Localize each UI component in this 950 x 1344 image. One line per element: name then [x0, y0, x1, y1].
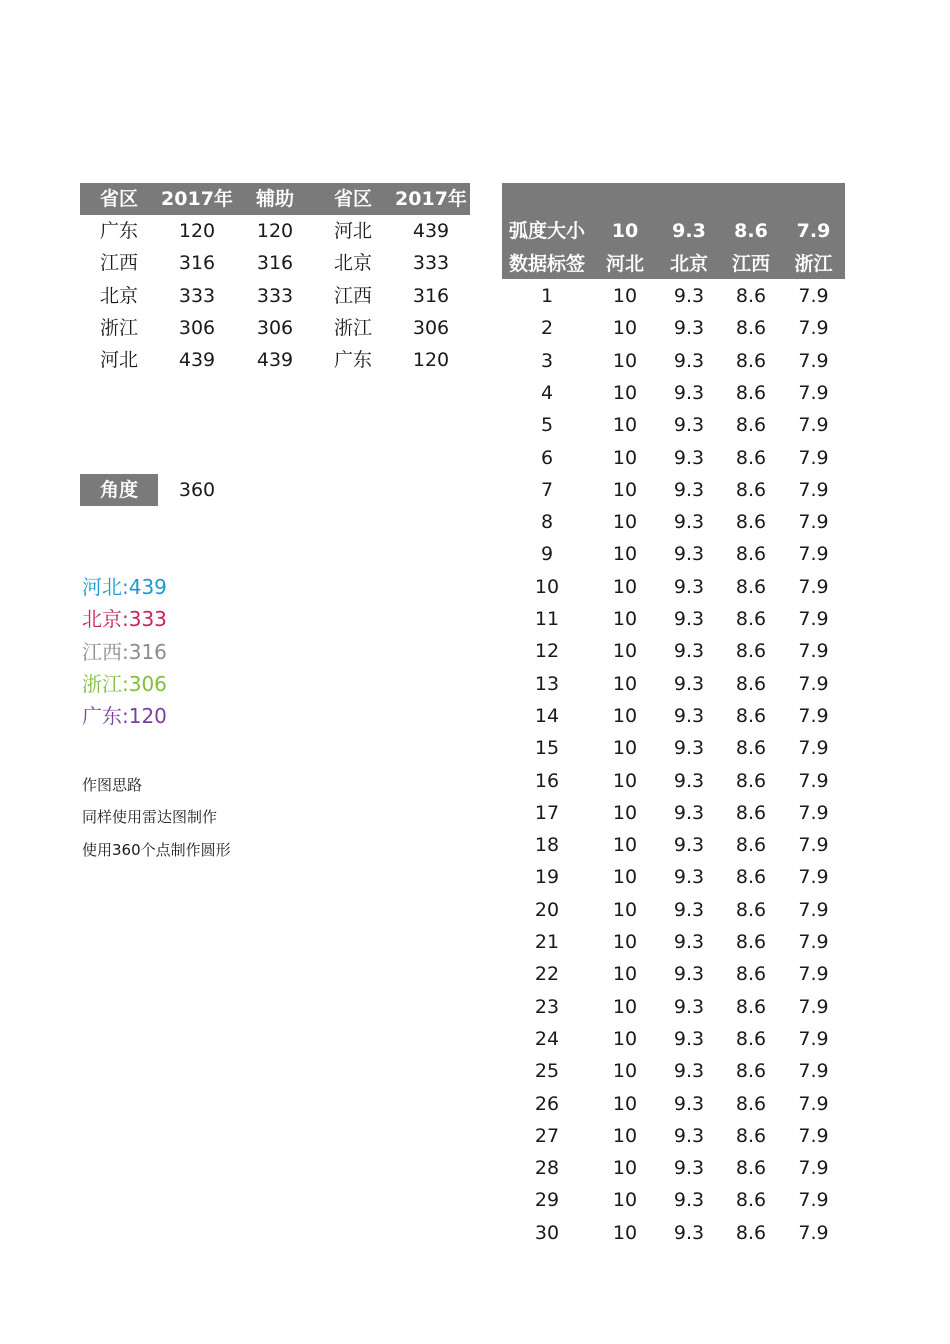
series-value: 10 [612, 1124, 638, 1147]
series-value: 8.6 [735, 1221, 767, 1244]
data-label-cell: 数据标签 [508, 253, 585, 275]
table-cell: 广东 [333, 349, 372, 372]
row-index: 13 [534, 672, 560, 695]
column-header: 2017年 [161, 188, 233, 210]
row-index: 11 [534, 608, 560, 630]
row-index: 17 [534, 801, 560, 824]
row-index: 24 [534, 1027, 560, 1050]
table-cell: 北京 [99, 284, 138, 307]
series-value: 9.3 [673, 1189, 705, 1212]
data-label-cell: 江西 [731, 253, 770, 275]
series-value: 8.6 [735, 478, 767, 501]
legend-item: 河北:439 [82, 575, 167, 599]
series-value: 10 [612, 285, 638, 307]
series-value: 10 [612, 640, 638, 663]
series-value: 9.3 [673, 543, 705, 566]
series-value: 8.6 [735, 575, 767, 598]
series-value: 10 [612, 1221, 638, 1244]
arc-size-cell: 7.9 [796, 220, 831, 242]
series-value: 8.6 [735, 769, 767, 792]
series-value: 8.6 [735, 1060, 767, 1083]
data-label-cell: 浙江 [794, 253, 833, 275]
row-index: 5 [540, 414, 554, 437]
series-value: 9.3 [673, 801, 705, 824]
row-index: 15 [534, 737, 560, 760]
series-value: 9.3 [673, 640, 705, 663]
series-value: 9.3 [673, 769, 705, 792]
legend-item: 广东:120 [82, 704, 167, 729]
legend-item: 江西:316 [82, 639, 167, 664]
series-value: 10 [612, 672, 638, 695]
series-value: 8.6 [735, 931, 767, 953]
table-cell: 333 [178, 284, 216, 307]
row-index: 28 [534, 1157, 560, 1180]
series-value: 7.9 [798, 1027, 829, 1050]
arc-size-cell: 10 [611, 220, 639, 242]
series-value: 10 [612, 898, 638, 921]
series-value: 7.9 [798, 317, 829, 340]
row-index: 12 [534, 640, 560, 663]
series-value: 9.3 [673, 1092, 705, 1115]
series-value: 8.6 [735, 608, 767, 630]
series-value: 8.6 [735, 640, 767, 663]
row-index: 23 [534, 995, 560, 1018]
table-cell: 333 [412, 252, 450, 275]
series-value: 7.9 [798, 608, 829, 630]
series-value: 10 [612, 769, 638, 792]
row-index: 27 [534, 1124, 560, 1147]
series-value: 8.6 [735, 834, 767, 857]
series-value: 7.9 [798, 414, 829, 437]
table-cell: 江西 [333, 284, 372, 307]
series-value: 7.9 [798, 704, 829, 727]
series-value: 8.6 [735, 1027, 767, 1050]
series-value: 9.3 [673, 995, 705, 1018]
series-value: 9.3 [673, 608, 705, 630]
angle-label: 角度 [99, 479, 138, 501]
series-value: 9.3 [673, 317, 705, 340]
series-value: 7.9 [798, 1060, 829, 1083]
table-cell: 广东 [99, 220, 138, 242]
series-value: 10 [612, 1092, 638, 1115]
data-label-cell: 河北 [605, 253, 644, 275]
series-value: 8.6 [735, 446, 767, 469]
series-value: 10 [612, 866, 638, 889]
series-value: 7.9 [798, 898, 829, 921]
series-value: 10 [612, 608, 638, 630]
series-value: 9.3 [673, 1060, 705, 1083]
series-value: 9.3 [673, 834, 705, 857]
series-value: 8.6 [735, 898, 767, 921]
row-index: 25 [534, 1060, 560, 1083]
data-label-cell: 北京 [669, 253, 708, 275]
table-cell: 316 [256, 252, 294, 275]
series-value: 10 [612, 931, 638, 953]
series-value: 9.3 [673, 704, 705, 727]
series-value: 9.3 [673, 1157, 705, 1180]
series-value: 7.9 [798, 1221, 829, 1244]
series-value: 7.9 [798, 1189, 829, 1212]
row-index: 4 [540, 381, 554, 404]
series-value: 7.9 [798, 575, 829, 598]
legend-item: 浙江:306 [82, 671, 167, 696]
series-value: 8.6 [735, 866, 767, 889]
series-value: 9.3 [673, 1124, 705, 1147]
table-cell: 河北 [333, 220, 372, 242]
series-value: 10 [612, 834, 638, 857]
series-value: 10 [612, 381, 638, 404]
series-value: 7.9 [798, 834, 829, 857]
table-cell: 316 [178, 252, 216, 275]
series-value: 7.9 [798, 511, 829, 534]
row-index: 2 [540, 317, 554, 340]
column-header: 2017年 [395, 188, 467, 210]
series-value: 7.9 [798, 285, 829, 307]
series-value: 8.6 [735, 381, 767, 404]
table-cell: 306 [412, 316, 450, 339]
table-cell: 316 [412, 284, 450, 307]
series-value: 10 [612, 737, 638, 760]
series-value: 7.9 [798, 381, 829, 404]
series-value: 10 [612, 995, 638, 1018]
row-index: 22 [534, 963, 560, 986]
series-value: 8.6 [735, 995, 767, 1018]
series-value: 10 [612, 1027, 638, 1050]
series-value: 7.9 [798, 769, 829, 792]
series-value: 7.9 [798, 478, 829, 501]
series-value: 10 [612, 543, 638, 566]
legend-item: 北京:333 [82, 607, 167, 632]
series-value: 9.3 [673, 285, 705, 307]
series-value: 10 [612, 704, 638, 727]
series-value: 8.6 [735, 672, 767, 695]
table-cell: 439 [178, 349, 216, 372]
series-value: 9.3 [673, 866, 705, 889]
series-value: 8.6 [735, 543, 767, 566]
series-value: 10 [612, 575, 638, 598]
series-value: 9.3 [673, 414, 705, 437]
table-cell: 浙江 [99, 316, 138, 339]
series-value: 8.6 [735, 285, 767, 307]
series-value: 10 [612, 511, 638, 534]
column-header: 省区 [99, 188, 138, 210]
series-value: 10 [612, 414, 638, 437]
series-value: 9.3 [673, 511, 705, 534]
row-index: 29 [534, 1189, 560, 1212]
series-value: 7.9 [798, 543, 829, 566]
series-value: 7.9 [798, 1124, 829, 1147]
series-value: 7.9 [798, 672, 829, 695]
column-header: 辅助 [255, 188, 294, 210]
series-value: 7.9 [798, 931, 829, 953]
series-value: 10 [612, 478, 638, 501]
row-index: 16 [534, 769, 560, 792]
series-value: 10 [612, 1060, 638, 1083]
table-cell: 北京 [333, 252, 372, 275]
series-table-title-bar [502, 183, 845, 215]
series-value: 7.9 [798, 640, 829, 663]
series-value: 9.3 [673, 1221, 705, 1244]
row-index: 7 [540, 478, 554, 501]
series-value: 7.9 [798, 963, 829, 986]
table-cell: 120 [256, 220, 294, 242]
arc-size-cell: 9.3 [672, 220, 706, 242]
series-value: 10 [612, 801, 638, 824]
arc-size-cell: 弧度大小 [508, 220, 585, 242]
series-value: 8.6 [735, 1124, 767, 1147]
row-index: 26 [534, 1092, 560, 1115]
table-cell: 江西 [99, 252, 138, 275]
row-index: 9 [540, 543, 554, 566]
series-value: 10 [612, 1157, 638, 1180]
row-index: 6 [540, 446, 554, 469]
series-value: 7.9 [798, 737, 829, 760]
series-value: 10 [612, 349, 638, 372]
series-value: 9.3 [673, 931, 705, 953]
row-index: 10 [534, 575, 560, 598]
row-index: 21 [534, 931, 560, 953]
series-value: 7.9 [798, 866, 829, 889]
row-index: 30 [534, 1221, 560, 1244]
series-value: 9.3 [673, 672, 705, 695]
series-value: 10 [612, 317, 638, 340]
table-cell: 439 [412, 220, 450, 242]
row-index: 3 [540, 349, 554, 372]
series-value: 7.9 [798, 349, 829, 372]
series-value: 8.6 [735, 414, 767, 437]
series-value: 9.3 [673, 575, 705, 598]
row-index: 1 [540, 285, 554, 307]
column-header: 省区 [333, 188, 372, 210]
series-value: 9.3 [673, 963, 705, 986]
table-cell: 306 [178, 316, 216, 339]
series-value: 8.6 [735, 1189, 767, 1212]
series-value: 9.3 [673, 478, 705, 501]
series-value: 10 [612, 1189, 638, 1212]
series-value: 8.6 [735, 349, 767, 372]
table-cell: 浙江 [333, 316, 372, 339]
series-value: 8.6 [735, 737, 767, 760]
row-index: 19 [534, 866, 560, 889]
series-value: 9.3 [673, 898, 705, 921]
series-value: 7.9 [798, 446, 829, 469]
series-value: 9.3 [673, 737, 705, 760]
series-value: 8.6 [735, 317, 767, 340]
series-value: 8.6 [735, 1157, 767, 1180]
angle-value: 360 [178, 479, 216, 501]
series-value: 7.9 [798, 1092, 829, 1115]
series-value: 7.9 [798, 801, 829, 824]
row-index: 18 [534, 834, 560, 857]
series-value: 8.6 [735, 1092, 767, 1115]
table-cell: 河北 [99, 349, 138, 372]
series-value: 8.6 [735, 963, 767, 986]
table-cell: 306 [256, 316, 294, 339]
series-value: 9.3 [673, 381, 705, 404]
arc-size-cell: 8.6 [734, 220, 768, 242]
series-value: 8.6 [735, 511, 767, 534]
series-value: 9.3 [673, 1027, 705, 1050]
table-cell: 120 [178, 220, 216, 242]
table-cell: 333 [256, 284, 294, 307]
table-cell: 439 [256, 349, 294, 372]
series-value: 9.3 [673, 446, 705, 469]
series-value: 7.9 [798, 995, 829, 1018]
row-index: 14 [534, 704, 560, 727]
series-value: 8.6 [735, 704, 767, 727]
row-index: 20 [534, 898, 560, 921]
note-line: 作图思路 [82, 776, 143, 794]
note-line: 同样使用雷达图制作 [82, 808, 218, 827]
series-value: 8.6 [735, 801, 767, 824]
table-cell: 120 [412, 349, 450, 372]
series-value: 10 [612, 446, 638, 469]
row-index: 8 [540, 511, 554, 534]
series-value: 9.3 [673, 349, 705, 372]
series-value: 7.9 [798, 1157, 829, 1180]
note-line: 使用360个点制作圆形 [82, 840, 231, 859]
series-value: 10 [612, 963, 638, 986]
